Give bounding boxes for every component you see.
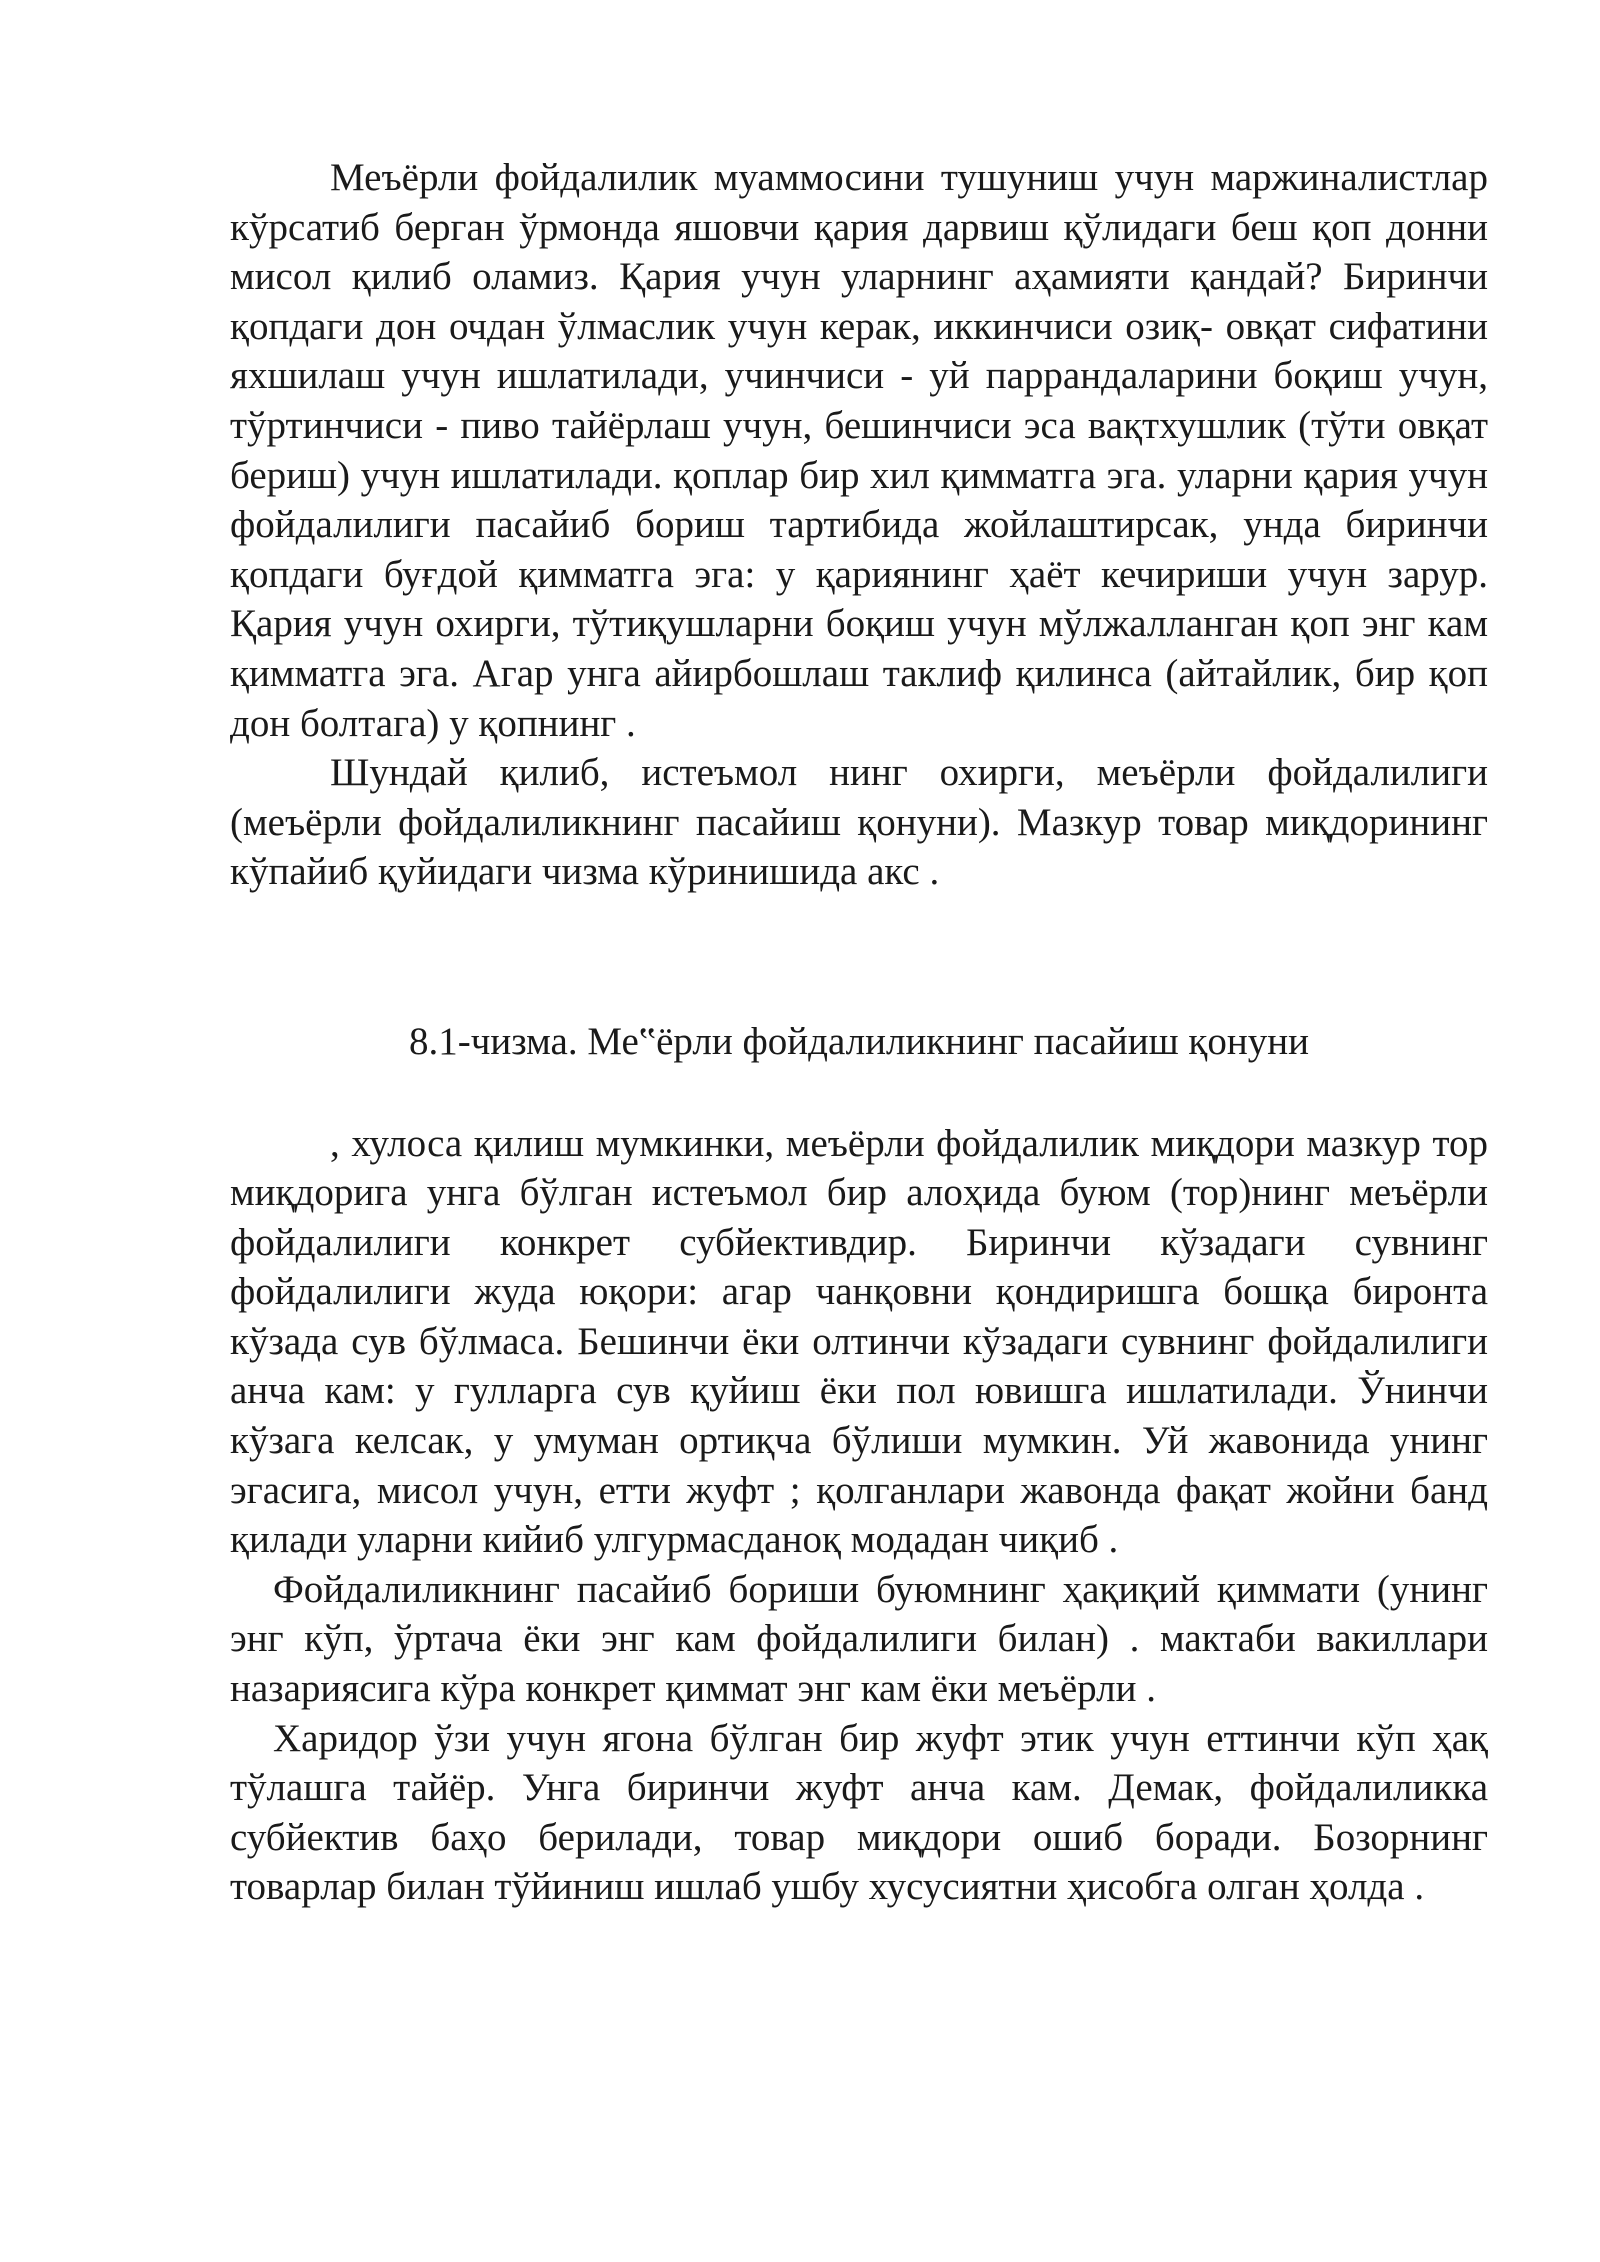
paragraph-real-value: Фойдалиликнинг пасайиб бориши буюмнинг ҳақиқий қиммати (унинг энг кўп, ўртача ёки энг кам фойдалилиги билан) . мактаби вакиллари назариясига кўра конкрет қиммат энг кам ёки меъёрли . bbox=[230, 1567, 1488, 1711]
spacer bbox=[230, 1067, 1488, 1119]
paragraph-buyer-example: Харидор ўзи учун ягона бўлган бир жуфт этик учун еттинчи кўп ҳақ тўлашга тайёр. Унга биринчи жуфт анча кам. Демак, фойдалиликка субйектив баҳо берилади, товар миқдори ошиб боради. Бозорнинг товарлар билан тўйиниш ишлаб ушбу хусусиятни ҳисобга олган ҳолда . bbox=[230, 1716, 1488, 1909]
figure-caption: 8.1-чизма. Ме‟ёрли фойдалиликнинг пасайиш қонуни bbox=[409, 1019, 1309, 1063]
paragraph-diminishing-law: Шундай қилиб, истеъмол нинг охирги, меъёрли фойдалилиги (меъёрли фойдалиликнинг пасайиш қонуни). Мазкур товар миқдорининг кўпайиб қуйидаги чизма кўринишида акс . bbox=[230, 751, 1488, 894]
figure-placeholder bbox=[230, 897, 1488, 1017]
paragraph-water-example: , хулоса қилиш мумкинки, меъёрли фойдалилик миқдори мазкур тор миқдорига унга бўлган истеъмол бир алоҳида буюм (тор)нинг меъёрли фойдалилиги конкрет субйективдир. Биринчи кўзадаги сувнинг фойдалилиги жуда юқори: агар чанқовни қондиришга бошқа биронта кўзада сув бўлмаса. Бешинчи ёки олтинчи кўзадаги сувнинг фойдалилиги анча кам: у гулларга сув қуйиш ёки пол ювишга ишлатилади. Ўнинчи кўзага келсак, у умуман ортиқча бўлиши мумкин. Уй жавонида унинг эгасига, мисол учун, етти жуфт ; қолганлари жавонда фақат жойни банд қилади уларни кийиб улгурмасданоқ модадан чиқиб . bbox=[230, 1121, 1488, 1562]
document-page bbox=[230, 153, 1488, 1912]
paragraph-marginal-utility-intro: Меъёрли фойдалилик муаммосини тушуниш учун маржиналистлар кўрсатиб берган ўрмонда яшовчи қария дарвиш қўлидаги беш қоп донни мисол қилиб оламиз. Қария учун уларнинг аҳамияти қандай? Биринчи қопдаги дон очдан ўлмаслик учун керак, иккинчиси озиқ- овқат сифатини яхшилаш учун ишлатилади, учинчиси - уй паррандаларини боқиш учун, тўртинчиси - пиво тайёрлаш учун, бешинчиси эса вақтхушлик (тўти овқат бериш) учун ишлатилади. қоплар бир хил қимматга эга. уларни қария учун фойдалилиги пасайиб бориш тартибида жойлаштирсак, унда биринчи қопдаги буғдой қимматга эга: у қариянинг ҳаёт кечириши учун зарур. Қария учун охирги, тўтиқушларни боқиш учун мўлжалланган қоп энг кам қимматга эга. Агар унга айирбошлаш таклиф қилинса (айтайлик, бир қоп дон болтага) у қопнинг . bbox=[230, 156, 1488, 745]
